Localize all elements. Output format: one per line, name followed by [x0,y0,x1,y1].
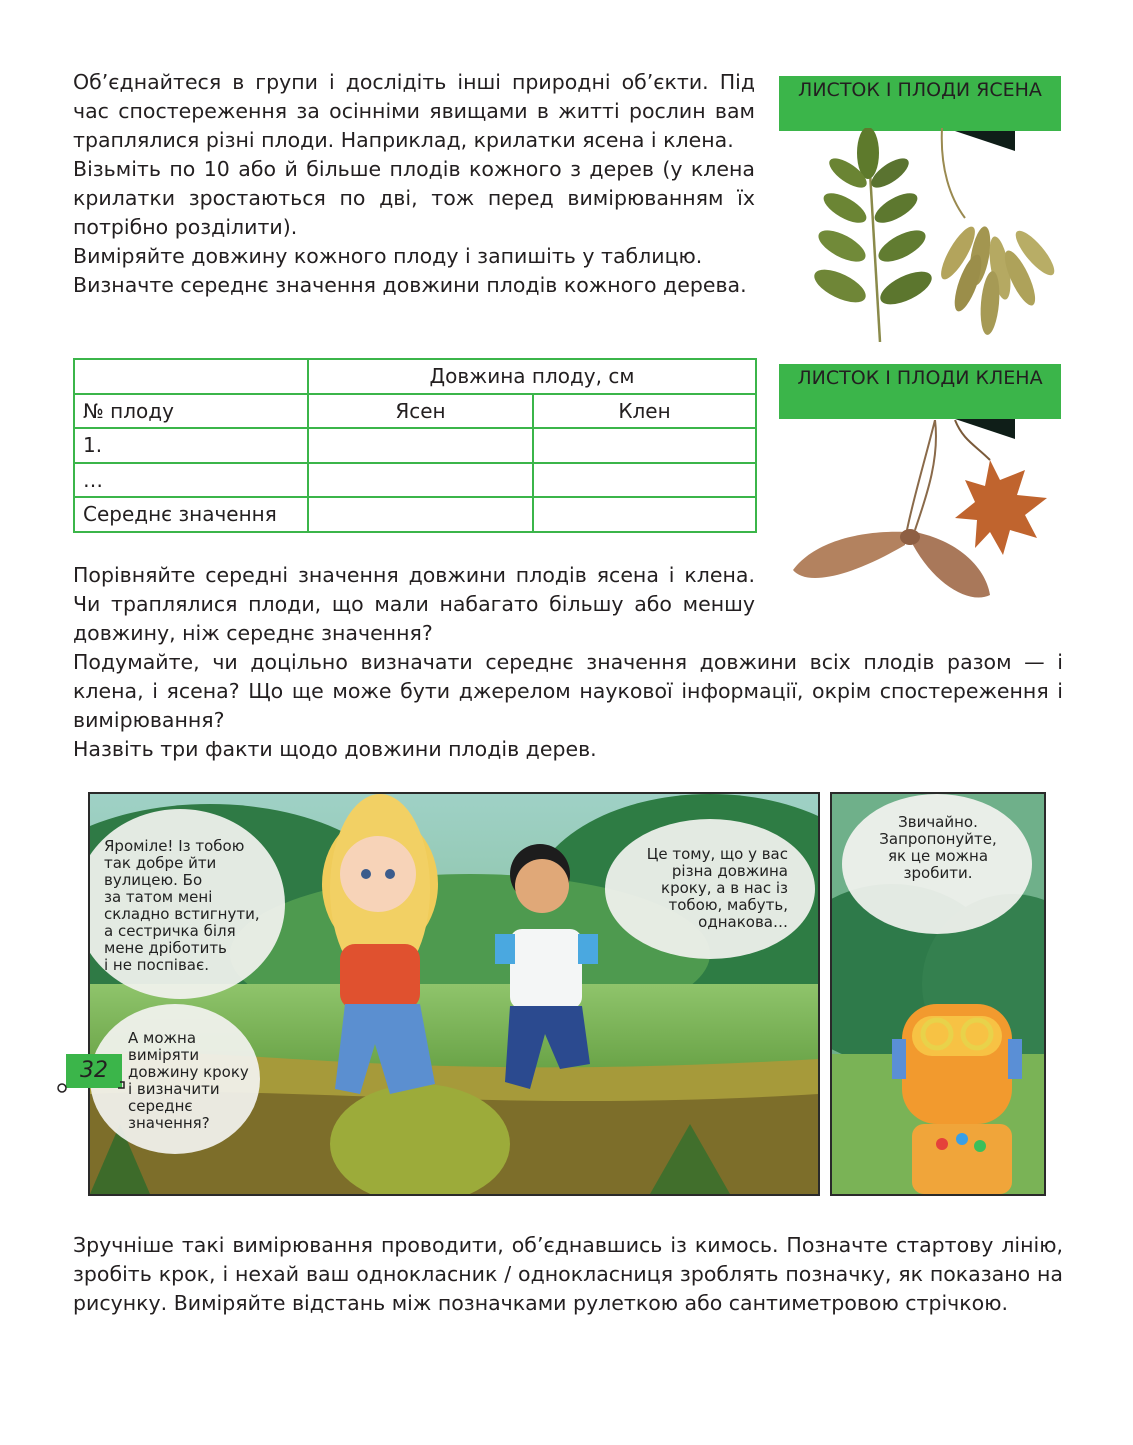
bubble-boy: Це тому, що у вас різна довжина кроку, а в нас із тобою, мабуть, однакова… [646,845,788,931]
think-paragraph-2: Назвіть три факти щодо довжини плодів дерев. [73,737,597,761]
ash-samaras-icon [935,128,1055,336]
table-header-number: № плоду [74,394,308,429]
table-cell-row1: 1. [74,428,308,463]
measurement-table [73,358,757,533]
maple-leaf-icon [955,420,1047,555]
table-cell [308,497,533,532]
table-cell [533,463,756,498]
think-paragraph-1: Подумайте, чи доцільно визначати середнє значення довжини всіх плодів разом — і клена, і ясена? Що ще може бути джерелом наукової інформації, окрім спостереження і вимірювання? [73,650,1063,732]
bottom-paragraph: Зручніше такі вимірювання проводити, об’єднавшись із кимось. Позначте стартову лінію, зробіть крок, і нехай ваш однокласник / однокласниця зроблять позначку, як показано на рисунку. Виміряйте відстань між позначками рулеткою або сантиметровою стрічкою. [73,1233,1063,1315]
table-cell [308,428,533,463]
page-number: 32 [66,1054,122,1088]
table-cell [533,428,756,463]
page-corner-marks-icon [56,1050,128,1095]
comic-panel-kids [88,792,820,1196]
bubble-question: А можна виміряти довжину кроку і визначити середнє значення? [128,1029,249,1132]
intro-paragraph-4: Визначте середнє значення довжини плодів кожного дерева. [73,273,747,297]
think-text [73,648,1063,764]
table-row [74,428,756,463]
table-row [74,463,756,498]
table-cell [533,497,756,532]
maple-samaras-icon [793,420,990,598]
table-header-ash: Ясен [308,394,533,429]
compare-paragraph: Порівняйте середні значення довжини плодів ясена і клена. Чи траплялися плоди, що мали набагато більшу або меншу довжину, ніж середнє значення? [73,563,755,645]
table-row [74,497,756,532]
table-header-group: Довжина плоду, см [308,359,756,394]
bubble-girl: Яроміле! Із тобою так добре йти вулицею. Бо за татом мені складно встигнути, а сестричка біля мене дріботить і не поспіває. [104,837,260,974]
ash-leaf-and-fruits-image [790,128,1055,342]
table-cell-row2: … [74,463,308,498]
table-cell [74,359,308,394]
intro-text [73,68,755,300]
ash-leaf-icon [810,128,937,342]
table-row [74,394,756,429]
table-cell-average: Середнє значення [74,497,308,532]
table-row [74,359,756,394]
maple-label: ЛИСТОК І ПЛОДИ КЛЕНА [779,364,1061,419]
bubble-robot: Звичайно. Запропонуйте, як це можна зробити. [879,813,997,882]
table-cell [308,463,533,498]
intro-paragraph-2: Візьміть по 10 або й більше плодів кожного з дерев (у клена крилатки зростаються по дві, тож перед вимірюванням їх потрібно розділити). [73,157,755,239]
table-header-maple: Клен [533,394,756,429]
ash-label: ЛИСТОК І ПЛОДИ ЯСЕНА [779,76,1061,131]
intro-paragraph-3: Виміряйте довжину кожного плоду і запишіть у таблицю. [73,244,703,268]
comic-panel-robot [830,792,1046,1196]
maple-leaf-and-fruits-image [785,420,1060,610]
intro-paragraph-1: Об’єднайтеся в групи і дослідіть інші природні об’єкти. Під час спостереження за осінніми явищами в житті рослин вам траплялися різні плоди. Наприклад, крилатки ясена і клена. [73,70,755,152]
